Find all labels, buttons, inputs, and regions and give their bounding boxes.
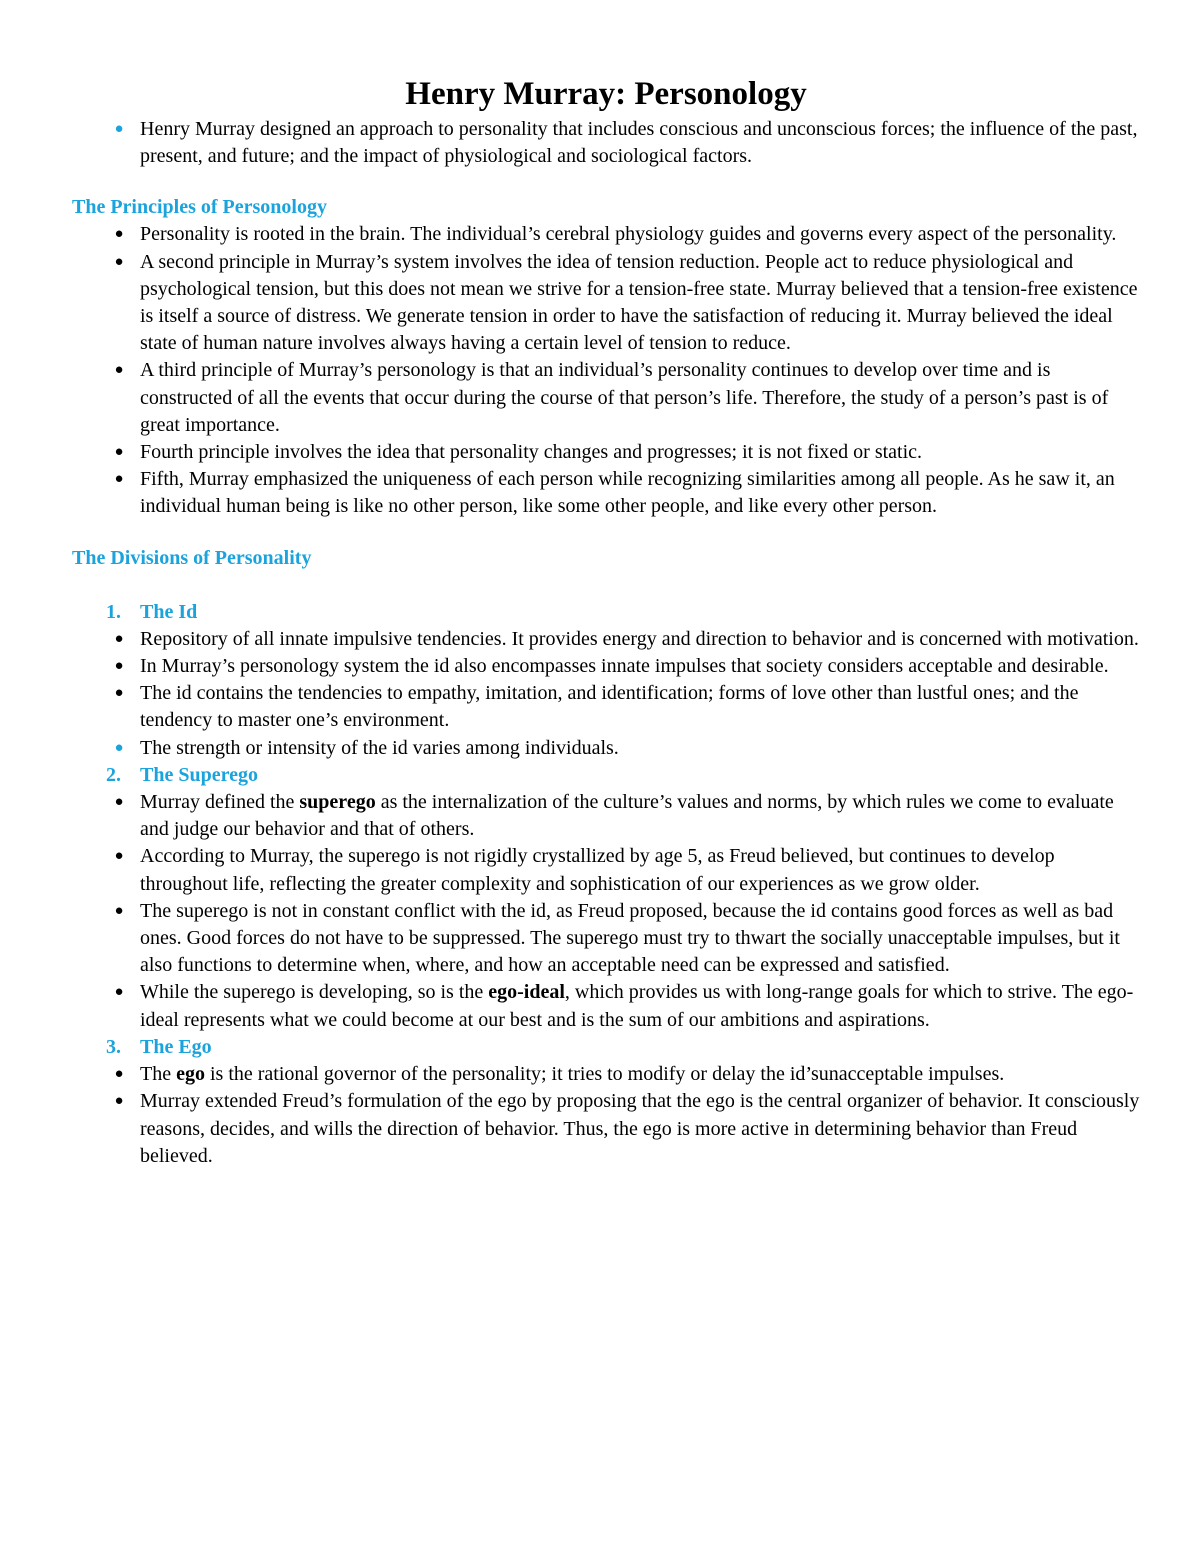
- list-item: [72, 680, 1140, 734]
- list-item: [72, 735, 1140, 762]
- list-item-text: Fifth, Murray emphasized the uniqueness of each person while recognizing similarities among all people. As he saw it, an individual human being is like no other person, like some other people, and like every other person.: [140, 468, 1115, 518]
- bullet-icon: ●: [114, 630, 124, 647]
- bullet-icon: ●: [114, 121, 124, 137]
- list-item: [72, 249, 1140, 358]
- list-item-text: Henry Murray designed an approach to personality that includes conscious and unconscious forces; the influence of the past, present, and future; and the impact of physiological and sociological factors.: [140, 118, 1138, 168]
- list-item: [72, 1061, 1140, 1088]
- list-number: 3.: [106, 1035, 121, 1058]
- list-item: [72, 653, 1140, 680]
- list-item-text: The superego is not in constant conflict with the id, as Freud proposed, because the id contains good forces as well as bad ones. Good forces do not have to be suppressed. The superego must try to thwart the socially unacceptable impulses, but it also functions to determine when, where, and how an acceptable need can be expressed and satisfied.: [140, 899, 1120, 977]
- bullet-icon: ●: [114, 902, 124, 919]
- section-heading-divisions: The Divisions of Personality: [72, 546, 312, 569]
- list-item: [72, 466, 1140, 520]
- bullet-icon: ●: [114, 794, 124, 811]
- subheading-text: The Ego: [140, 1035, 212, 1058]
- bullet-icon: ●: [114, 984, 124, 1001]
- list-item-text: The id contains the tendencies to empathy, imitation, and identification; forms of love other than lustful ones; and the tendency to master one’s environment.: [140, 682, 1079, 732]
- id-list: [72, 626, 1140, 762]
- list-number: 1.: [106, 600, 121, 623]
- list-item: [72, 439, 1140, 466]
- bullet-icon: ●: [114, 739, 124, 756]
- list-item-text: The ego is the rational governor of the personality; it tries to modify or delay the id’sunacceptable impulses.: [140, 1063, 1005, 1086]
- bullet-icon: ●: [114, 658, 124, 675]
- list-item-text: Murray extended Freud’s formulation of the ego by proposing that the ego is the central organizer of behavior. It consciously reasons, decides, and wills the direction of behavior. Thus, the ego is more active in determining behavior than Freud believed.: [140, 1090, 1140, 1167]
- bold-term: ego-ideal: [488, 981, 565, 1004]
- list-item: [72, 221, 1140, 248]
- list-item: [72, 116, 1140, 170]
- list-item: [72, 357, 1140, 439]
- list-item-text: Murray defined the superego as the internalization of the culture’s values and norms, by which rules we come to evaluate and judge our behavior and that of others.: [140, 791, 1114, 841]
- page-title: Henry Murray: Personology: [405, 76, 807, 112]
- bullet-icon: ●: [114, 848, 124, 865]
- list-item-text: According to Murray, the superego is not rigidly crystallized by age 5, as Freud believed, but continues to develop throughout life, reflecting the greater complexity and sophistication of our experiences as we grow older.: [140, 845, 1055, 895]
- list-item-text: Repository of all innate impulsive tendencies. It provides energy and direction to behavior and is concerned with motivation.: [140, 627, 1139, 650]
- bullet-icon: ●: [114, 226, 124, 243]
- section-heading-principles: The Principles of Personology: [72, 196, 327, 219]
- bullet-icon: ●: [114, 471, 124, 488]
- list-item-text: Fourth principle involves the idea that personality changes and progresses; it is not fixed or static.: [140, 441, 923, 464]
- list-item: [72, 789, 1140, 843]
- list-item: [72, 843, 1140, 897]
- numbered-heading-superego: [72, 762, 1140, 789]
- list-item-text: While the superego is developing, so is the ego-ideal, which provides us with long-range goals for which to strive. The ego-ideal represents what we could become at our best and is the sum of our ambitions and aspirations.: [140, 981, 1134, 1031]
- numbered-heading-ego: [72, 1034, 1140, 1061]
- bullet-icon: ●: [114, 1066, 124, 1083]
- bullet-icon: ●: [114, 685, 124, 702]
- list-item-text: In Murray’s personology system the id also encompasses innate impulses that society considers acceptable and desirable.: [140, 655, 1109, 678]
- intro-list: [72, 116, 1140, 170]
- list-item-text: A third principle of Murray’s personology is that an individual’s personality continues to develop over time and is constructed of all the events that occur during the course of that person’s life. Therefore, the study of a person’s past is of great importance.: [140, 359, 1109, 436]
- numbered-heading-id: [72, 599, 1140, 626]
- subheading-text: The Id: [140, 600, 198, 623]
- bullet-icon: ●: [114, 444, 124, 461]
- list-item-text: Personality is rooted in the brain. The individual’s cerebral physiology guides and governs every aspect of the personality.: [140, 223, 1117, 246]
- list-number: 2.: [106, 763, 121, 786]
- subheading-text: The Superego: [140, 763, 258, 786]
- bold-term: ego: [176, 1063, 205, 1086]
- bullet-icon: ●: [114, 1093, 124, 1110]
- list-item-text: The strength or intensity of the id varies among individuals.: [140, 736, 619, 759]
- bullet-icon: ●: [114, 253, 124, 270]
- bold-term: superego: [299, 791, 376, 814]
- principles-list: [72, 221, 1140, 520]
- list-item: [72, 898, 1140, 980]
- superego-list: [72, 789, 1140, 1034]
- list-item: [72, 626, 1140, 653]
- list-item: [72, 979, 1140, 1033]
- list-item: [72, 1088, 1140, 1170]
- list-item-text: A second principle in Murray’s system involves the idea of tension reduction. People act to reduce physiological and psychological tension, but this does not mean we strive for a tension-free state. Murray believed that a tension-free existence is itself a source of distress. We generate tension in order to have the satisfaction of reducing it. Murray believed the ideal state of human nature involves always having a certain level of tension to reduce.: [140, 250, 1138, 355]
- ego-list: [72, 1061, 1140, 1170]
- bullet-icon: ●: [114, 362, 124, 379]
